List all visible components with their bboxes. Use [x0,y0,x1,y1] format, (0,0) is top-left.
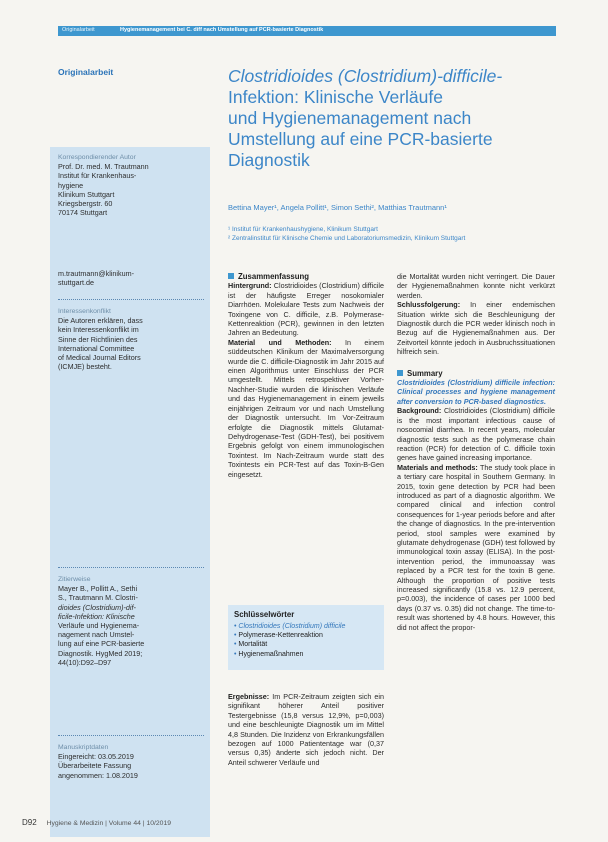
label-summary-background: Background: [397,406,442,416]
article-type: Originalarbeit [58,67,114,77]
title-line: Umstellung auf eine PCR-basierte [228,129,493,149]
zusammenfassung-heading [228,272,384,281]
correspondence-line: Klinikum Stuttgart [58,189,115,199]
citation-line: Verläufe und Hygienema- [58,621,140,631]
paragraph-background [228,281,384,337]
manuscript-line: Eingereicht: 03.05.2019 [58,752,134,762]
citation-block [58,575,206,667]
paragraph-conclusion [397,300,555,356]
divider [58,567,204,568]
correspondence-line: hygiene [58,180,84,190]
journal-citation: Hygiene & Medizin | Volume 44 | 10/2019 [46,820,172,827]
correspondence-line: 70174 Stuttgart [58,208,108,218]
keywords-title: Schlüsselwörter [234,610,295,619]
conflict-heading: Interessenkonflikt [58,308,111,315]
title-line: und Hygienemanagement nach [228,108,472,128]
affiliations [228,226,465,243]
correspondence-line: Kriegsbergstr. 60 [58,199,113,209]
text-summary-background: Clostridioides (Clostridium) difficile is the most important infectious cause of nosocomial diarrhea. In recent years, molecular diagnostic tests such as the polymerase chain reaction (PCR) for detection of C. difficile toxin genes have gained increasing importance. [397,406,555,463]
abstract-german-column [228,272,384,479]
text-background: Clostridioides (Clostridium) difficile ist der häufigste Erreger nosokomialer Diarrhöen. Molekulare Tests zum Nachweis der Toxingene von C. difficile, z.B. Polymerase-Kettenreaktion (PCR), gewinnen in den letzten Jahren an Bedeutung. [228,281,384,338]
correspondence-line: Institut für Krankenhaus- [58,171,137,181]
manuscript-line: Überarbeitete Fassung [58,761,132,771]
label-results: Ergebnisse: [228,692,270,701]
keyword-item: • Hygienemaßnahmen [234,650,345,659]
title-line: Clostridioides (Clostridium)-difficile- [228,66,503,86]
summary-methods [397,463,555,632]
citation-line: nagement nach Umstel- [58,630,135,640]
conflict-line: of Medical Journal Editors [58,353,141,363]
correspondence-line: Prof. Dr. med. M. Trautmann [58,162,149,172]
email-block[interactable] [58,269,206,287]
article-title [228,66,558,171]
label-background: Hintergrund: [228,281,272,291]
keyword-item: • Clostridioides (Clostridium) difficile [234,622,345,631]
citation-line: Diagnostik. HygMed 2019; [58,648,143,658]
email-link[interactable]: stuttgart.de [58,278,94,288]
conflict-line: Sinne der Richtlinien des [58,334,138,344]
citation-line: dioides (Clostridium)-dif- [58,602,136,612]
divider [58,299,204,300]
divider [58,735,204,736]
correspondence-heading: Korrespondierender Autor [58,154,136,161]
summary-title: Summary [407,368,443,378]
citation-line: Mayer B., Pollitt A., Sethi [58,584,138,594]
conflict-line: kein Interessenkonflikt im [58,325,139,335]
manuscript-block [58,743,206,780]
citation-heading: Zitierweise [58,576,91,583]
text-results: Im PCR-Zeitraum zeigten sich ein signifikant höherer Anteil positiver Testergebnisse (15,8 versus 12,9%, p=0,003) und eine beschleunigte Diagnostik um im Mittel 4,8 Stunden. Die Inzidenz von Erkrankungsfällen bezogen auf 1000 Patiententage war (0,37 versus 0,35) änderte sich jedoch nicht. Der Anteil schwerer Verläufe und [228,692,384,767]
label-methods: Material und Methoden: [228,337,332,347]
citation-line: S., Trautmann M. Clostri- [58,593,138,603]
title-line: Infektion: Klinische Verläufe [228,87,443,107]
conflict-line: (ICMJE) besteht. [58,362,112,372]
label-conclusion: Schlussfolgerung: [397,300,461,310]
keywords-box [228,605,384,670]
paragraph-methods [228,338,384,479]
citation-line: 44(10):D92–D97 [58,657,112,667]
manuscript-line: angenommen: 1.08.2019 [58,770,138,780]
affiliation-1: ¹ Institut für Krankenhaushygiene, Klinikum Stuttgart [228,226,378,233]
section-bullet-icon [397,370,403,376]
text-methods: In einem süddeutschen Klinikum der Maximalversorgung wurde die C. difficile-Diagnostik im Jahr 2015 auf einen Algorithmus unter Einschluss der PCR umgestellt. Mittels retrospektiver Vorher-Nachher-Studie wurden die klinischen Verläufe und das Hygienemanagement in einem jeweils einjährigen Zeitraum vor und nach Umstellung der Diagnostik untersucht. Im Vor-Zeitraum erfolgte die Diagnostik mittels Glutamat-Dehydrogenase-Test (GDH-Test), bei positivem Ergebnis gefolgt von einem immunologischen Toxintest. Im Nach-Zeitraum wurde statt des Toxintests ein PCR-Test auf das Toxin-B-Gen eingesetzt. [228,337,384,479]
affiliation-2: ² Zentralinstitut für Klinische Chemie und Laboratoriumsmedizin, Klinikum Stuttgart [228,234,466,242]
author-list: Bettina Mayer¹, Angela Pollitt¹, Simon Sethi², Matthias Trautmann¹ [228,203,447,212]
title-line: Diagnostik [228,150,310,170]
section-bullet-icon [228,273,234,279]
zusammenfassung-title: Zusammenfassung [238,272,310,281]
citation-line: lung auf eine PCR-basierte [58,639,145,649]
banner-running-title: Hygienemanagement bei C. diff nach Umstellung auf PCR-basierte Diagnostik [120,27,324,33]
summary-subtitle: Clostridioides (Clostridium) difficile infection: Clinical processes and hygiene management after conversion to PCR-based diagnostics. [397,378,555,406]
abstract-right-column [397,272,555,632]
conflict-line: Die Autoren erklären, dass [58,316,143,326]
text-continued: die Mortalität wurden nicht verringert. Die Dauer der Hygienemaßnahmen konnte nicht verkürzt werden. [397,272,555,300]
sidebar-panel [50,147,210,837]
conflict-block [58,307,206,371]
summary-background [397,406,555,462]
summary-heading [397,369,555,378]
keyword-item: • Polymerase-Kettenreaktion [234,631,345,640]
label-summary-methods: Materials and methods: [397,462,478,472]
page-number: D92 [22,818,37,827]
conflict-line: International Committee [58,343,135,353]
text-summary-methods: The study took place in a tertiary care hospital in Southern Germany. In 2015, toxin gene detection by PCR had been introduced as part of a diagnostic algorithm. We compared clinical and infection control consequences for 1-year periods before and after the change of diagnostics. In the pre-intervention period, stool samples were examined by glutamate dehydrogenase (GDH) test followed by immunological toxin assay (ELISA). In the post-intervention period, the immunoassay was replaced by a PCR test for the toxin B gene. Although the proportion of positive tests increased significantly (15.8 vs. 12.9 percent, p=0.003), the incidence of cases per 1000 bed days (0.37 vs. 0.35) did not change. The time-to-result was shortened by 4.8 hours. However, this did not affect the propor- [397,462,555,632]
manuscript-heading: Manuskriptdaten [58,744,109,751]
citation-line: ficile-Infektion: Klinische [58,611,135,621]
correspondence-block [58,153,206,217]
header-banner [58,26,556,36]
page-footer [22,818,171,827]
banner-section: Originalarbeit [62,27,95,33]
results-paragraph [228,692,384,767]
keywords-list [234,622,345,659]
keyword-item: • Mortalität [234,640,345,649]
text-conclusion: In einer endemischen Situation wirkte sich die Beschleunigung der Diagnostik durch die PCR weder klinisch noch in Bezug auf die Hygienemaßnahmen aus. Der Zeitvorteil könnte jedoch in Ausbruchssituationen hilfreich sein. [397,300,555,357]
email-link[interactable]: m.trautmann@klinikum- [58,269,134,278]
